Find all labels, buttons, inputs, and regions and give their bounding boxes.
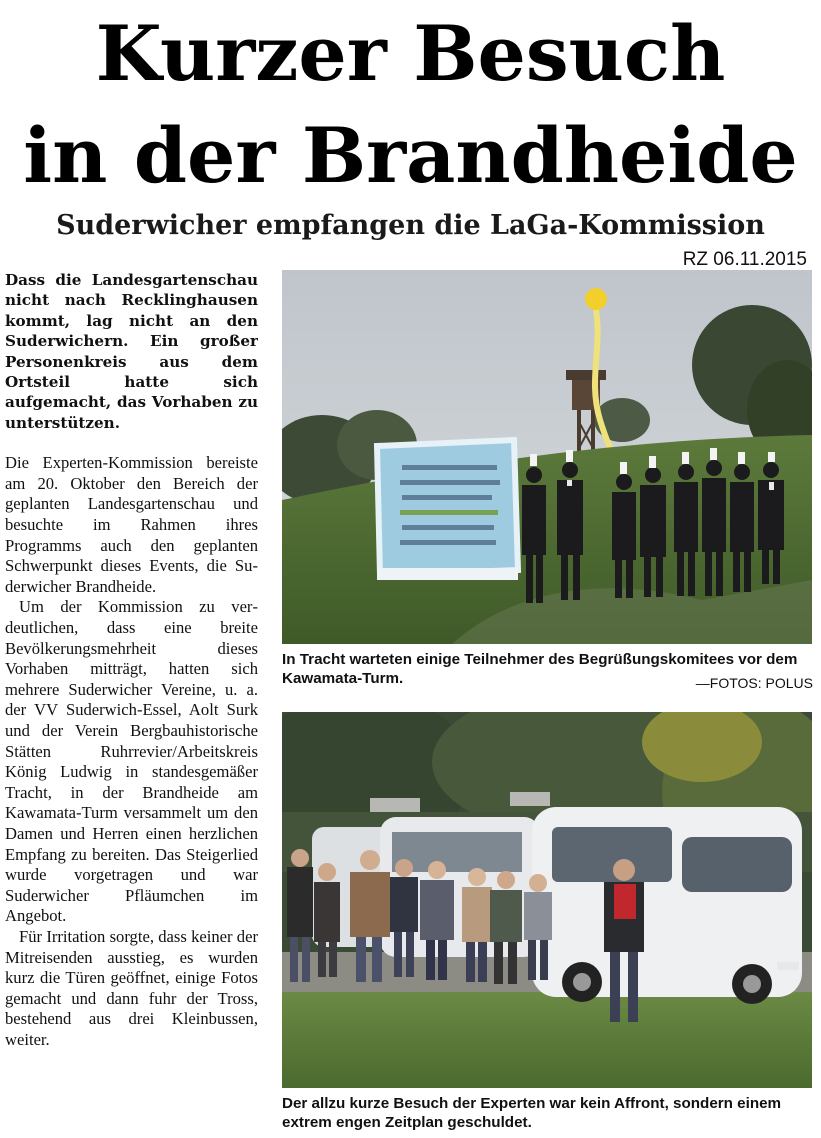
article-paragraph-1: Die Experten-Kommission bereiste am 20. Oktober den Bereich der geplanten Landesgartenschau und besuchte im Rahmen ihres Programms auch den geplanten Schwerpunkt dieses Events, die Suderwicher Brandheide.	[5, 453, 258, 596]
photo-1-caption: In Tracht warteten einige Teilnehmer des Begrüßungskomitees vor dem Kawamata-Turm.	[282, 651, 798, 687]
subheadline: Suderwicher empfangen die LaGa-Kommission	[56, 210, 765, 241]
photo-buses-illustration	[282, 712, 812, 1088]
headline-line-1: Kurzer Besuch	[95, 9, 726, 98]
photo-miners-illustration	[282, 270, 812, 644]
photo-miners-at-tower	[282, 270, 812, 644]
article-lead: Dass die Landesgartenschau nicht nach Recklinghausen kommt, lag nicht an den Suderwichern. Ein großer Personenkreis aus dem Ortsteil hatte sich aufgemacht, das Vorhaben zu unterstützen.	[5, 271, 258, 432]
dateline: RZ 06.11.2015	[682, 249, 807, 270]
article-paragraph-2: Um der Kommission zu verdeutlichen, dass eine breite Bevölkerungsmehrheit dieses Vorhaben mitträgt, hatten sich mehrere Suderwicher Vereine, u. a. der VV Suderwich-Essel, Aolt Surk und der Verein Bergbauhistorische Stätten Ruhrrevier/Arbeitskreis König Ludwig in standesgemäßer Tracht, in der Brandheide am Kawamata-Turm versammelt um den Damen und Herren einen herzlichen Empfang zu bereiten. Das Steigerlied wurde vorgetragen und war Suderwicher Pfläumchen im Angebot.	[5, 597, 258, 926]
headline-line-2: in der Brandheide	[23, 111, 798, 200]
photo-credit: —FOTOS: POLUS	[695, 675, 813, 691]
photo-visitors-at-buses	[282, 712, 812, 1088]
photo-2-caption: Der allzu kurze Besuch der Experten war kein Affront, sondern einem extrem engen Zeitplan geschuldet.	[282, 1095, 782, 1131]
article-text-column	[5, 270, 258, 1136]
article-paragraph-3: Für Irritation sorgte, dass keiner der Mitreisenden ausstieg, es wurden kurz die Türen geöffnet, einige Fotos gemacht und dann fuhr der Tross, bestehend aus drei Kleinbussen, weiter.	[5, 926, 258, 1049]
